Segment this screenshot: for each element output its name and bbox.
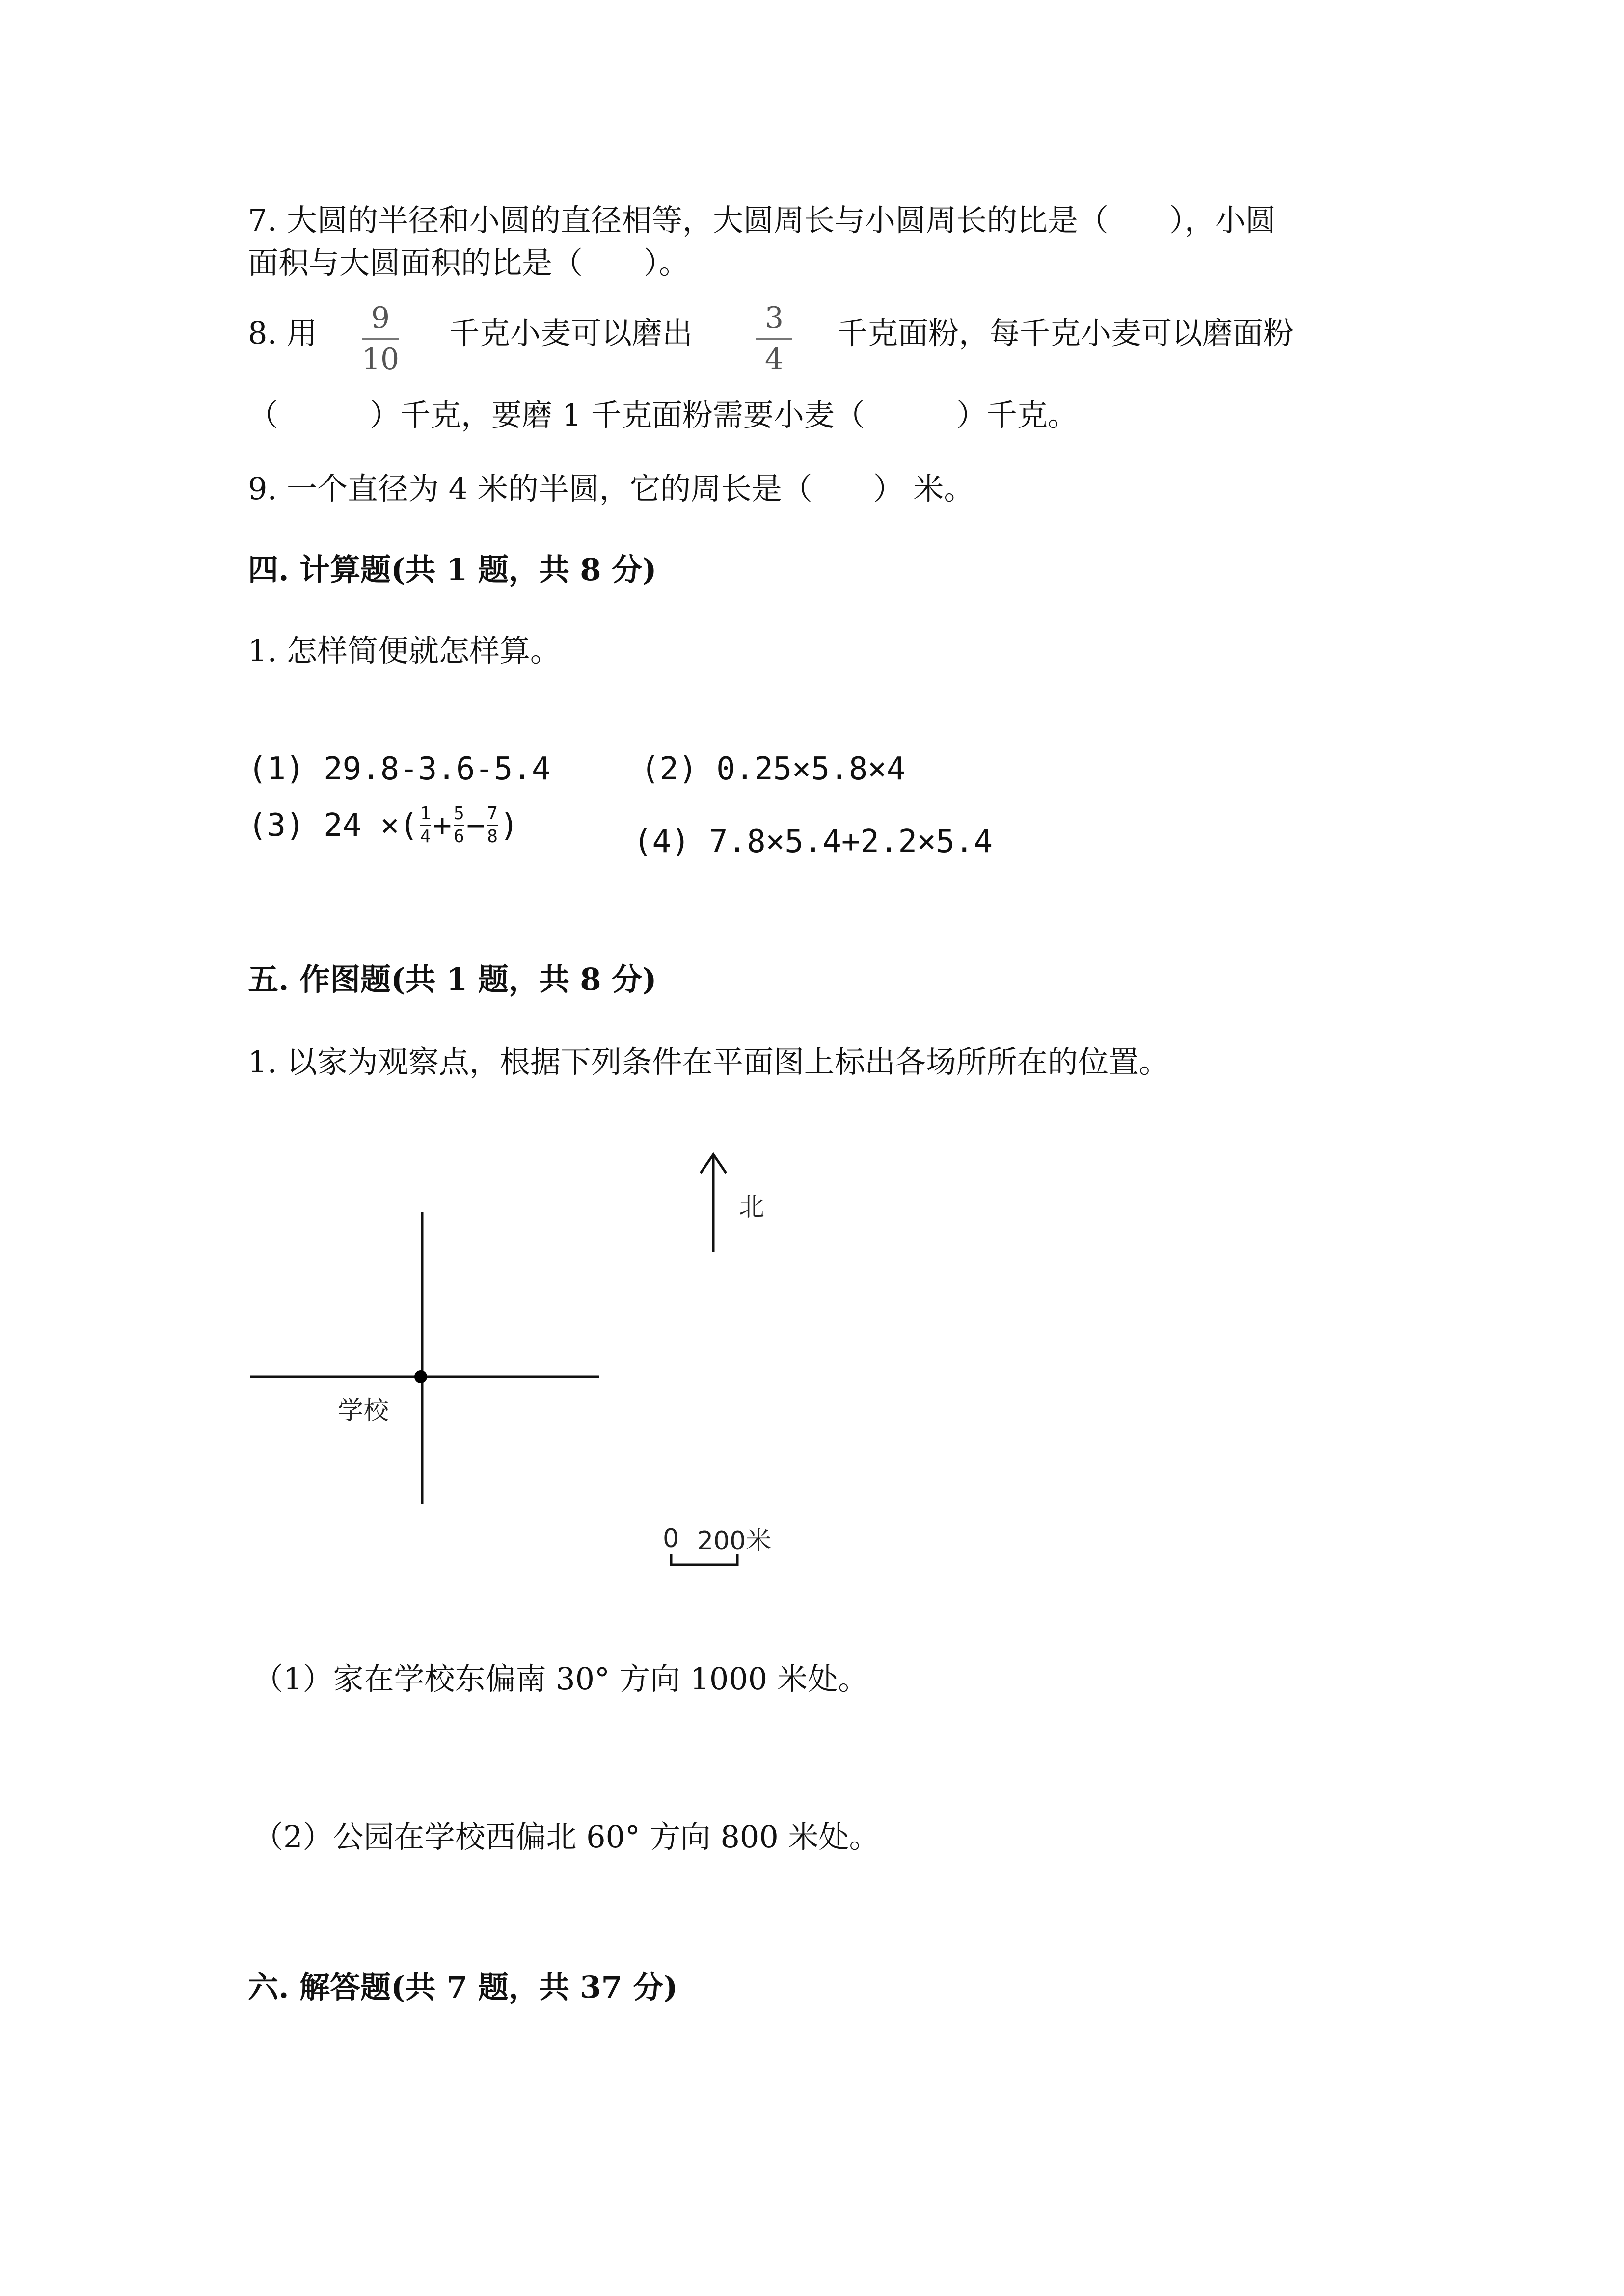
scale-label: 200米 [697,1526,772,1556]
expression-3-suffix: ) [499,807,519,844]
q8-suffix: 千克面粉，每千克小麦可以磨面粉 [837,315,1294,351]
school-label: 学校 [338,1396,389,1426]
section5-q1: 1. 以家为观察点，根据下列条件在平面图上标出各场所所在的位置。 [248,1044,1169,1080]
expression-2: (2) 0.25×5.8×4 [641,751,906,787]
q8-middle: 千克小麦可以磨出 [449,315,693,351]
section4-q1: 1. 怎样简便就怎样算。 [248,633,561,668]
fraction-numerator: 3 [764,301,784,335]
section5-heading: 五. 作图题(共 1 题，共 8 分) [248,961,657,997]
school-point [414,1370,427,1383]
section6-heading: 六. 解答题(共 7 题，共 37 分) [248,1969,678,2005]
operator-minus: − [466,807,486,844]
fraction-numerator: 1 [420,803,431,824]
expression-4: (4) 7.8×5.4+2.2×5.4 [633,824,993,860]
q9: 9. 一个直径为 4 米的半圆，它的周长是（ ） 米。 [248,471,974,507]
expression-1: (1) 29.8-3.6-5.4 [248,751,551,787]
fraction-numerator: 9 [371,301,390,335]
north-label: 北 [739,1193,765,1222]
fraction-denominator: 8 [487,827,498,847]
section4-heading: 四. 计算题(共 1 题，共 8 分) [248,552,657,587]
operator-plus: + [433,807,452,844]
fraction-denominator: 6 [454,827,464,847]
fraction-numerator: 7 [487,803,498,824]
fraction-denominator: 10 [361,342,400,376]
north-arrow [701,1154,726,1252]
scale-zero-label: 0 [663,1524,679,1553]
q8-prefix: 8. 用 [248,315,317,351]
fraction-denominator: 4 [420,827,431,847]
condition-1: （1）家在学校东偏南 30° 方向 1000 米处。 [253,1661,868,1697]
q8-line2: （ ）千克，要磨 1 千克面粉需要小麦（ ）千克。 [248,397,1078,433]
q7-line1: 7. 大圆的半径和小圆的直径相等，大圆周长与小圆周长的比是（ ），小圆 [248,202,1276,238]
condition-2: （2）公园在学校西偏北 60° 方向 800 米处。 [253,1819,880,1855]
expression-3-prefix: (3) 24 ×( [248,807,418,844]
fraction-denominator: 4 [764,342,784,376]
q7-line2: 面积与大圆面积的比是（ ）。 [248,245,690,281]
fraction-numerator: 5 [454,803,464,824]
